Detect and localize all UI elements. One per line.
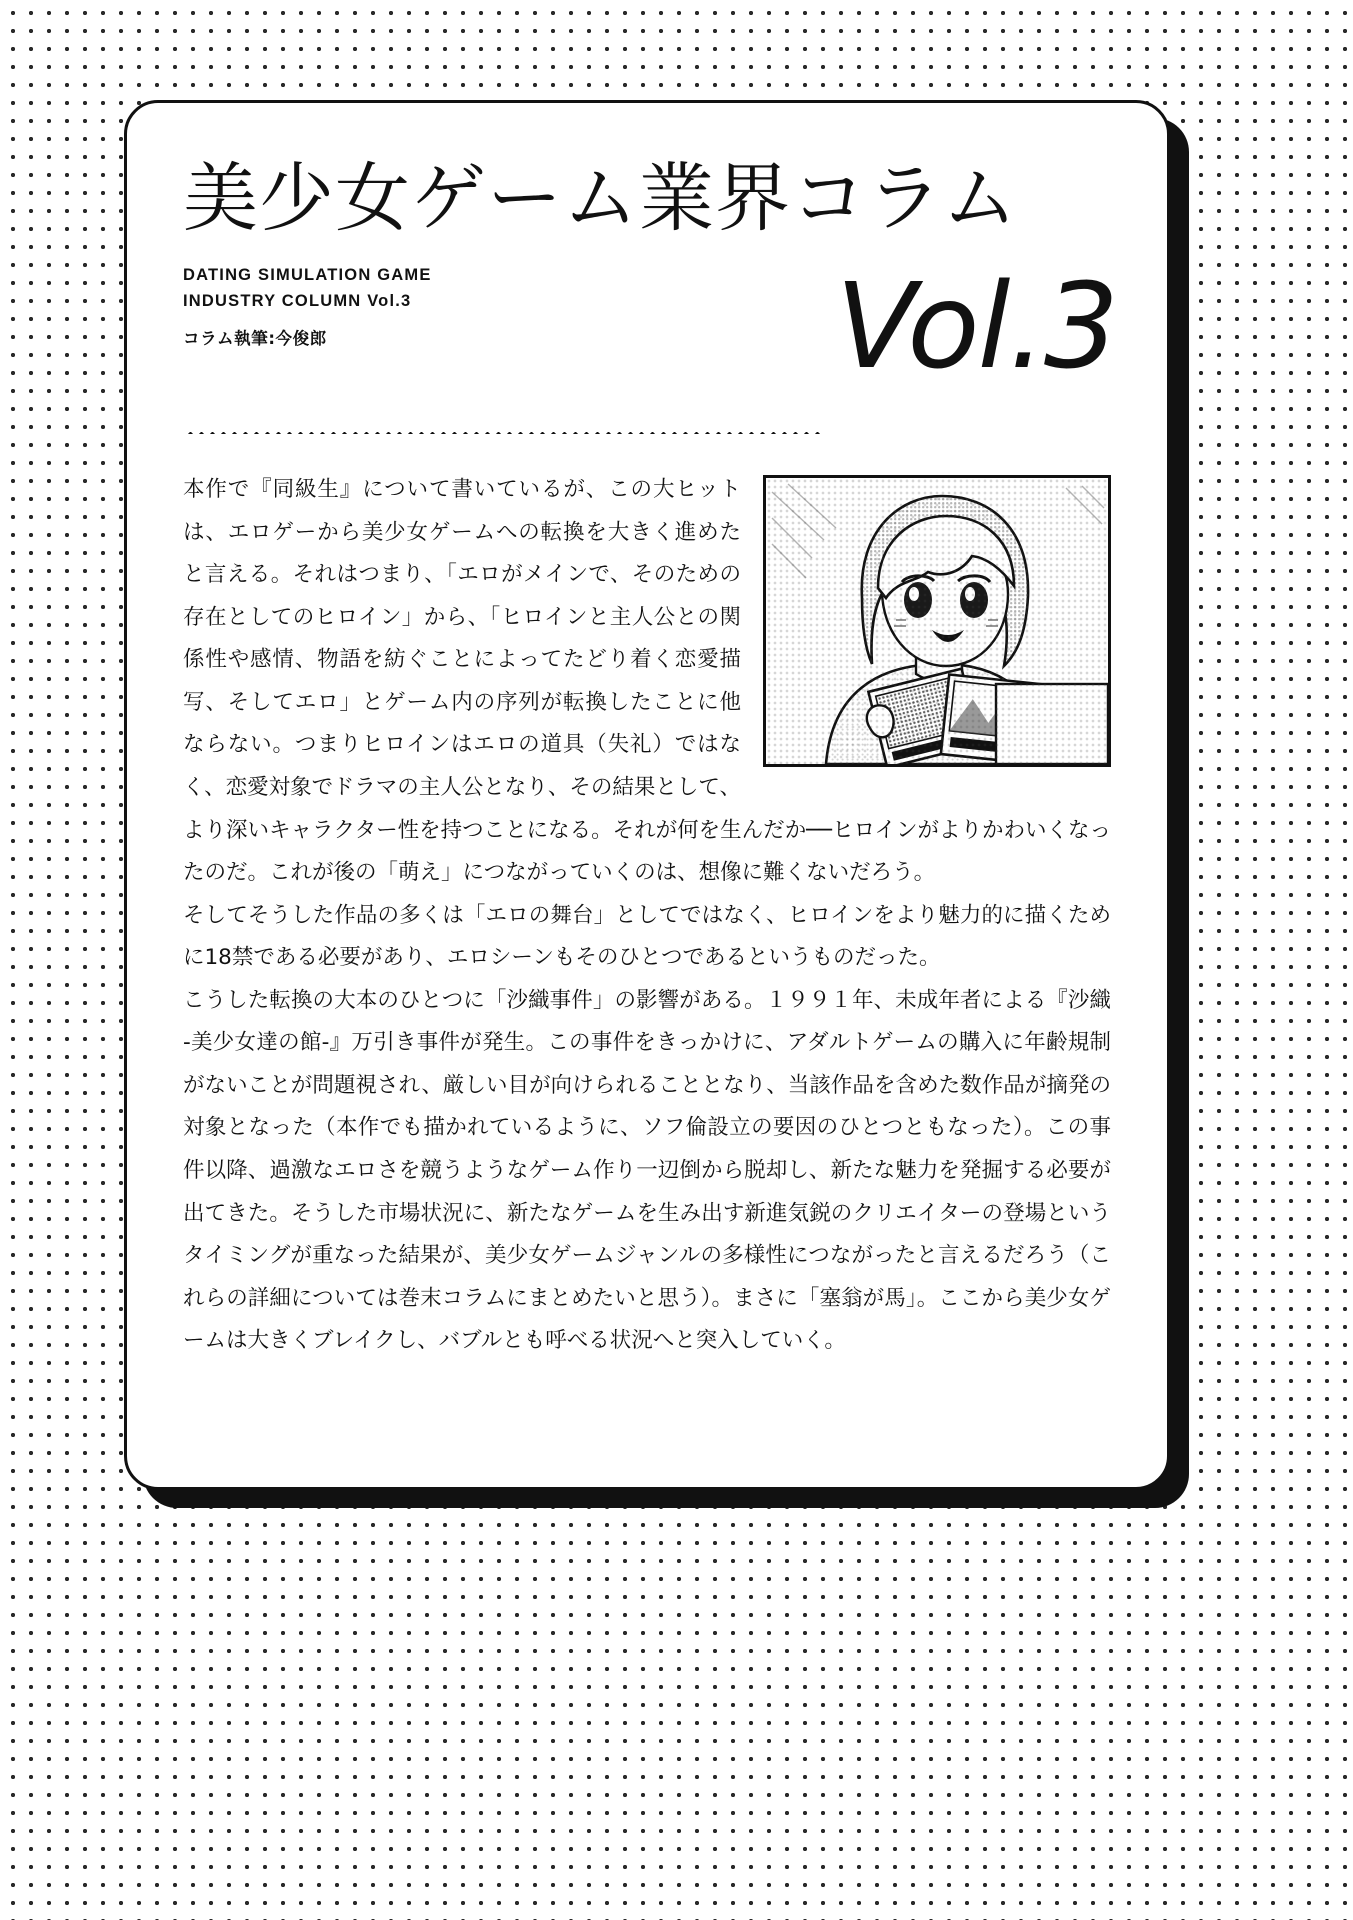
subtitle-english-line1: DATING SIMULATION GAME (183, 266, 432, 284)
article-body (183, 469, 1111, 1363)
page-title: 美少女ゲーム業界コラム (183, 154, 1019, 242)
article-paragraph-1: 本作で『同級生』について書いているが、この大ヒットは、エロゲーから美少女ゲームへの転換を大きく進めたと言える。それはつまり、「エロがメインで、そのための存在としてのヒロイン」から、「ヒロインと主人公との関係性や感情、物語を紡ぐことによってたどり着く恋愛描写、そしてエロ」とゲーム内の序列が転換したことに他ならない。つまりヒロインはエロの道具（失礼）ではなく、恋愛対象でドラマの主人公となり、その結果として、より深いキャラクター性を持つことになる。それが何を生んだか──ヒロインがよりかわいくなったのだ。これが後の「萌え」につながっていくのは、想像に難くないだろう。 (183, 477, 1111, 886)
article-card (124, 100, 1170, 1490)
illustration-halftone-overlay (766, 478, 1108, 764)
dotted-divider (185, 429, 825, 434)
article-illustration (763, 475, 1111, 767)
byline: コラム執筆:今俊郎 (183, 329, 327, 349)
article-paragraph-3: こうした転換の大本のひとつに「沙織事件」の影響がある。１９９１年、未成年者による『沙織 -美少女達の館-』万引き事件が発生。この事件をきっかけに、アダルトゲームの購入に年齢規制がないことが問題視され、厳しい目が向けられることとなり、当該作品を含めた数作品が摘発の対象となった（本作でも描かれているように、ソフ倫設立の要因のひとつともなった）。この事件以降、過激なエロさを競うようなゲーム作り一辺倒から脱却し、新たな魅力を発掘する必要が出てきた。そうした市場状況に、新たなゲームを生み出す新進気鋭のクリエイターの登場というタイミングが重なった結果が、美少女ゲームジャンルの多様性につながったと言えるだろう（これらの詳細については巻末コラムにまとめたいと思う）。まさに「塞翁が馬」。ここから美少女ゲームは大きくブレイクし、バブルとも呼べる状況へと突入していく。 (183, 987, 1111, 1354)
subtitle-english-line2: INDUSTRY COLUMN Vol.3 (183, 292, 412, 311)
volume-label: Vol.3 (835, 257, 1117, 395)
article-paragraph-2: そしてそうした作品の多くは「エロの舞台」としてではなく、ヒロインをより魅力的に描くために18禁である必要があり、エロシーンもそのひとつであるというものだった。 (183, 902, 1111, 971)
masthead (183, 154, 1117, 455)
